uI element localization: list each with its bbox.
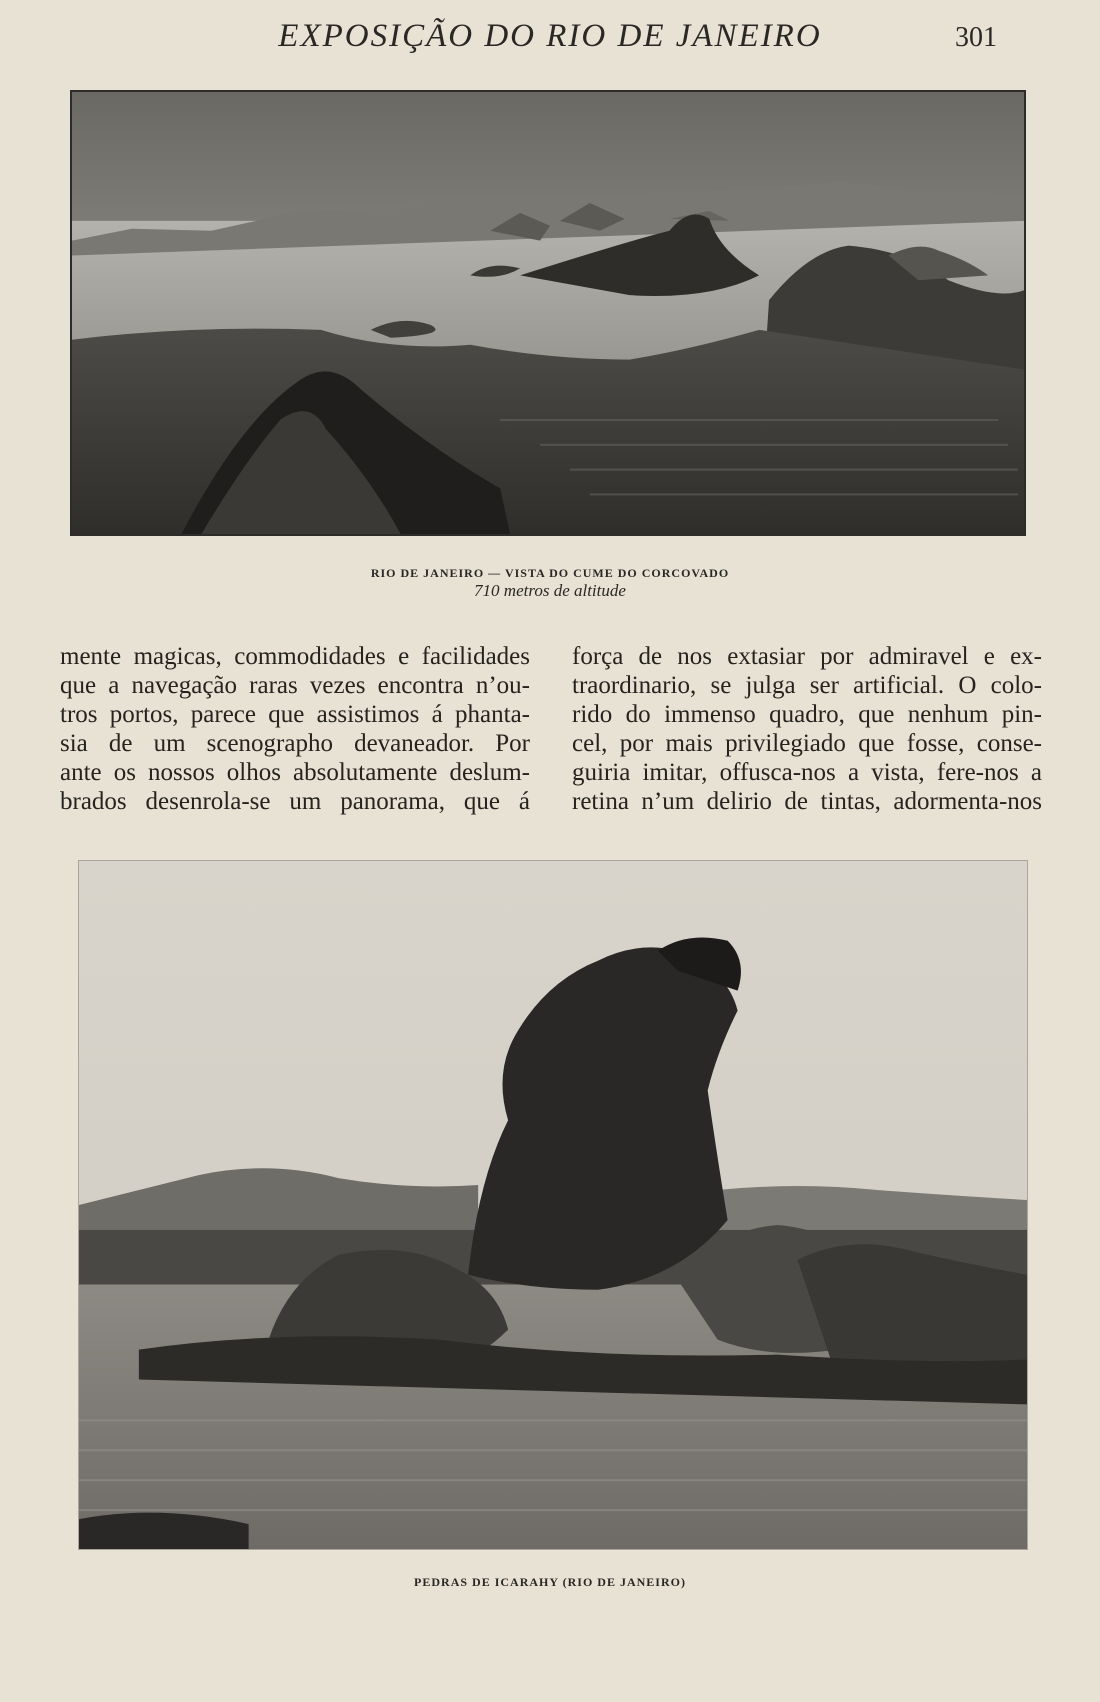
text-line: rido do immenso quadro, que nenhum pin- — [572, 701, 1042, 728]
figure1-subcaption: 710 metros de altitude — [474, 581, 626, 600]
text-line: retina n’um delirio de tintas, adormenta-nos — [572, 788, 1042, 815]
text-line: tros portos, parece que assistimos á phanta- — [60, 701, 530, 728]
photo-corcovado-panorama — [70, 90, 1026, 536]
text-line: traordinario, se julga ser artificial. O colo- — [572, 672, 1042, 699]
figure2-caption: PEDRAS DE ICARAHY (RIO DE JANEIRO) — [414, 1575, 686, 1589]
text-line: sia de um scenographo devaneador. Por — [60, 730, 530, 757]
text-column-left — [60, 642, 530, 816]
text-line: ante os nossos olhos absolutamente deslum- — [60, 759, 530, 786]
figure1-caption: RIO DE JANEIRO — VISTA DO CUME DO CORCOVADO — [370, 566, 730, 580]
text-line: cel, por mais privilegiado que fosse, conse- — [572, 730, 1042, 757]
text-line: que a navegação raras vezes encontra n’ou- — [60, 672, 530, 699]
page-number: 301 — [955, 22, 997, 53]
text-line: mente magicas, commodidades e facilidades — [60, 643, 530, 670]
text-line: força de nos extasiar por admiravel e ex- — [572, 643, 1042, 670]
icarahy-rocks-image — [79, 861, 1027, 1549]
text-line: brados desenrola-se um panorama, que á — [60, 788, 530, 815]
page-header-title: EXPOSIÇÃO DO RIO DE JANEIRO — [278, 18, 822, 54]
photo-icarahy-rocks — [78, 860, 1028, 1550]
corcovado-panorama-image — [72, 92, 1024, 534]
text-column-right — [572, 642, 1042, 816]
text-line: guiria imitar, offusca-nos a vista, fere-nos a — [572, 759, 1042, 786]
